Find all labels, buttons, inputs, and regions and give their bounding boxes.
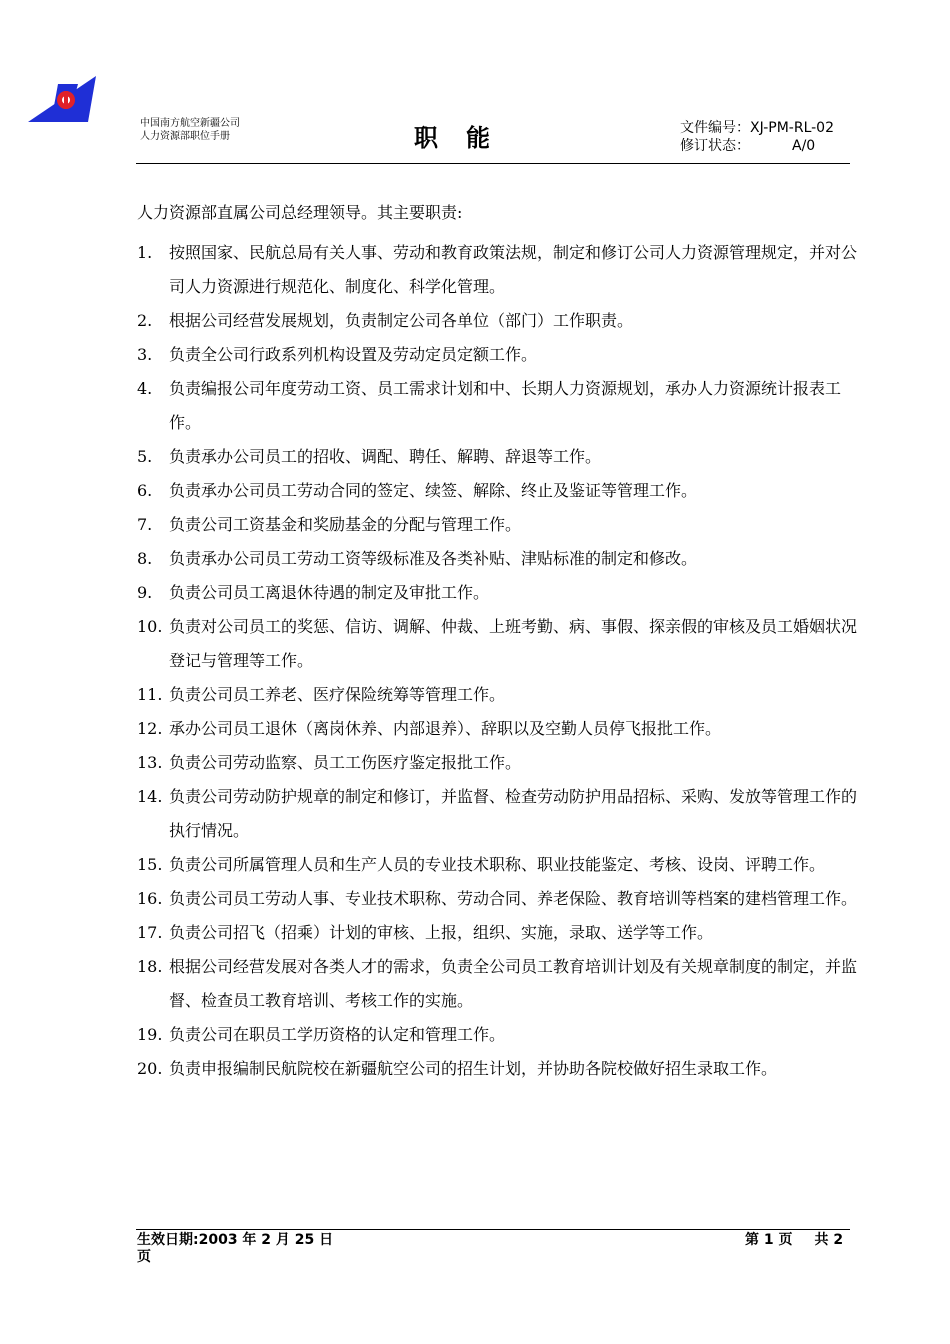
item-text: 负责公司员工养老、医疗保险统筹等管理工作。 (169, 685, 506, 704)
item-number: 14. (137, 787, 163, 806)
total-pages-suffix: 页 (137, 1249, 151, 1265)
item-number: 7. (137, 515, 153, 534)
company-name (140, 117, 240, 143)
item-number: 2. (137, 311, 153, 330)
list-item (137, 542, 857, 576)
item-number: 3. (137, 345, 153, 364)
item-number: 20. (137, 1059, 163, 1078)
list-item (137, 780, 857, 848)
list-item (137, 304, 857, 338)
item-text: 负责公司劳动防护规章的制定和修订，并监督、检查劳动防护用品招标、采购、发放等管理工作的执行情况。 (169, 787, 858, 840)
list-item (137, 508, 857, 542)
item-text: 承办公司员工退休（离岗休养、内部退养）、辞职以及空勤人员停飞报批工作。 (169, 719, 722, 738)
item-number: 19. (137, 1025, 163, 1044)
list-item (137, 1018, 857, 1052)
effective-date: 生效日期:2003 年 2 月 25 日 (137, 1232, 334, 1248)
item-number: 16. (137, 889, 163, 908)
document-meta (680, 119, 834, 155)
item-number: 4. (137, 379, 153, 398)
item-number: 6. (137, 481, 153, 500)
item-text: 负责公司在职员工学历资格的认定和管理工作。 (169, 1025, 506, 1044)
item-number: 5. (137, 447, 153, 466)
list-item (137, 338, 857, 372)
item-text: 负责公司工资基金和奖励基金的分配与管理工作。 (169, 515, 522, 534)
total-pages: 共 2 (814, 1232, 844, 1248)
item-text: 负责公司所属管理人员和生产人员的专业技术职称、职业技能鉴定、考核、设岗、评聘工作。 (169, 855, 826, 874)
list-item (137, 440, 857, 474)
item-text: 根据公司经营发展规划，负责制定公司各单位（部门）工作职责。 (169, 311, 634, 330)
list-item (137, 950, 857, 1018)
item-number: 10. (137, 617, 163, 636)
company-name-line2: 人力资源部职位手册 (140, 131, 230, 142)
item-text: 负责对公司员工的奖惩、信访、调解、仲裁、上班考勤、病、事假、探亲假的审核及员工婚姻状况登记与管理等工作。 (169, 617, 858, 670)
item-text: 负责承办公司员工的招收、调配、聘任、解聘、辞退等工作。 (169, 447, 602, 466)
list-item (137, 916, 857, 950)
current-page: 第 1 页 (745, 1232, 793, 1248)
item-number: 18. (137, 957, 163, 976)
item-text: 负责公司员工离退休待遇的制定及审批工作。 (169, 583, 490, 602)
item-number: 12. (137, 719, 163, 738)
item-number: 15. (137, 855, 163, 874)
list-item (137, 236, 857, 304)
item-number: 8. (137, 549, 153, 568)
list-item (137, 576, 857, 610)
list-item (137, 474, 857, 508)
page-number (745, 1232, 843, 1249)
list-item (137, 1052, 857, 1086)
list-item (137, 848, 857, 882)
item-text: 负责公司招飞（招乘）计划的审核、上报，组织、实施，录取、送学等工作。 (169, 923, 714, 942)
list-item (137, 712, 857, 746)
item-text: 负责申报编制民航院校在新疆航空公司的招生计划，并协助各院校做好招生录取工作。 (169, 1059, 778, 1078)
item-text: 按照国家、民航总局有关人事、劳动和教育政策法规，制定和修订公司人力资源管理规定，并对公司人力资源进行规范化、制度化、科学化管理。 (169, 243, 858, 296)
item-text: 负责承办公司员工劳动合同的签定、续签、解除、终止及鉴证等管理工作。 (169, 481, 698, 500)
footer-divider (136, 1229, 850, 1230)
document-title: 职能 (414, 124, 518, 152)
header-divider (136, 163, 850, 164)
company-name-line1: 中国南方航空新疆公司 (140, 118, 240, 129)
list-item (137, 882, 857, 916)
item-text: 负责承办公司员工劳动工资等级标准及各类补贴、津贴标准的制定和修改。 (169, 549, 698, 568)
list-item (137, 372, 857, 440)
item-text: 负责公司劳动监察、员工工伤医疗鉴定报批工作。 (169, 753, 522, 772)
list-item (137, 746, 857, 780)
revision-status (680, 137, 834, 155)
item-number: 11. (137, 685, 163, 704)
item-text: 负责全公司行政系列机构设置及劳动定员定额工作。 (169, 345, 538, 364)
duties-list (137, 236, 857, 1086)
intro-text: 人力资源部直属公司总经理领导。其主要职责: (137, 203, 463, 222)
item-number: 1. (137, 243, 153, 262)
revision-label: 修订状态： (680, 138, 750, 154)
item-number: 13. (137, 753, 163, 772)
item-text: 根据公司经营发展对各类人才的需求，负责全公司员工教育培训计划及有关规章制度的制定，并监督、检查员工教育培训、考核工作的实施。 (169, 957, 858, 1010)
list-item (137, 678, 857, 712)
list-item (137, 610, 857, 678)
company-logo-icon (28, 76, 96, 124)
item-number: 17. (137, 923, 163, 942)
item-text: 负责公司员工劳动人事、专业技术职称、劳动合同、养老保险、教育培训等档案的建档管理工作。 (169, 889, 858, 908)
item-number: 9. (137, 583, 153, 602)
item-text: 负责编报公司年度劳动工资、员工需求计划和中、长期人力资源规划，承办人力资源统计报表工作。 (169, 379, 842, 432)
revision-value: A/0 (792, 138, 816, 154)
file-number: 文件编号：XJ-PM-RL-02 (680, 120, 834, 136)
